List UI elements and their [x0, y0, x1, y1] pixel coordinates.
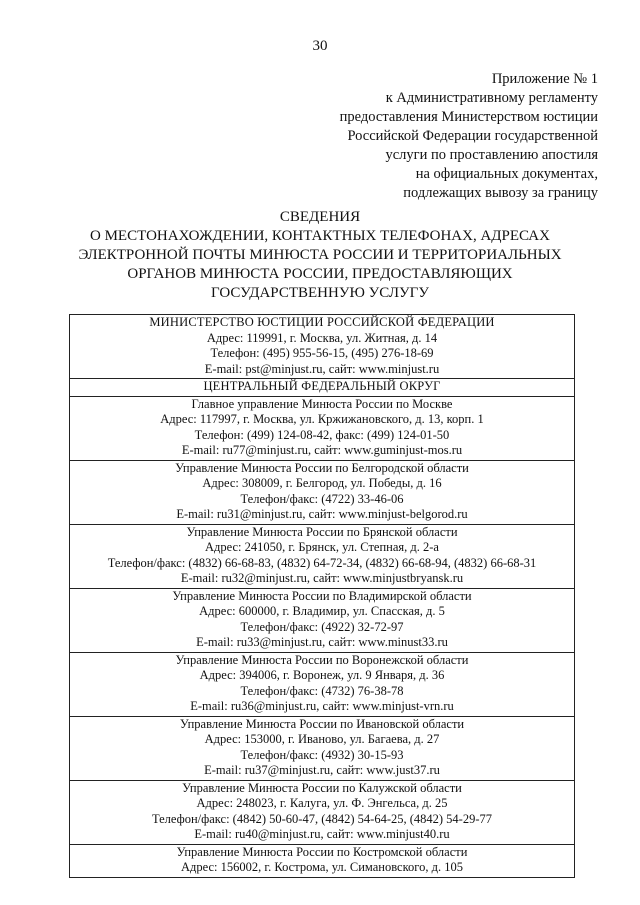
- table-row: [70, 379, 575, 397]
- table-row: [70, 460, 575, 524]
- offices-table: [69, 314, 575, 878]
- office-cell: [70, 780, 575, 844]
- table-row: [70, 652, 575, 716]
- office-address: Адрес: 241050, г. Брянск, ул. Степная, д. 2-а: [205, 540, 439, 554]
- office-address: Адрес: 117997, г. Москва, ул. Кржижановского, д. 13, корп. 1: [160, 412, 484, 426]
- district-cell: [70, 379, 575, 397]
- office-phone: Телефон/факс: (4922) 32-72-97: [240, 619, 404, 634]
- table-row: [70, 315, 575, 379]
- office-phone: Телефон: (499) 124-08-42, факс: (499) 124-01-50: [194, 427, 450, 442]
- heading-line: О МЕСТОНАХОЖДЕНИИ, КОНТАКТНЫХ ТЕЛЕФОНАХ, АДРЕСАХ: [90, 228, 550, 244]
- heading-line: ЭЛЕКТРОННОЙ ПОЧТЫ МИНЮСТА РОССИИ И ТЕРРИТОРИАЛЬНЫХ: [78, 247, 562, 263]
- table-row: [70, 716, 575, 780]
- office-address: Адрес: 600000, г. Владимир, ул. Спасская, д. 5: [199, 604, 445, 618]
- office-name: Управление Минюста России по Брянской области: [186, 524, 458, 539]
- office-name: Главное управление Минюста России по Москве: [191, 396, 453, 411]
- office-name: Управление Минюста России по Костромской области: [176, 844, 468, 859]
- heading-title: СВЕДЕНИЯ: [279, 209, 361, 225]
- district-name: ЦЕНТРАЛЬНЫЙ ФЕДЕРАЛЬНЫЙ ОКРУГ: [203, 379, 441, 393]
- office-cell: [70, 652, 575, 716]
- heading-line: ОРГАНОВ МИНЮСТА РОССИИ, ПРЕДОСТАВЛЯЮЩИХ: [127, 266, 513, 282]
- office-contacts: E-mail: ru33@minjust.ru, сайт: www.minust33.ru: [196, 635, 448, 649]
- office-name: Управление Минюста России по Калужской области: [182, 780, 462, 795]
- table-row: [70, 524, 575, 588]
- appendix-line: услуги по проставлению апостиля: [385, 147, 598, 163]
- appendix-line: Российской Федерации государственной: [347, 128, 598, 144]
- table-row: [70, 396, 575, 460]
- office-cell: [70, 844, 575, 877]
- appendix-block: [268, 70, 598, 203]
- office-address: Адрес: 248023, г. Калуга, ул. Ф. Энгельса, д. 25: [196, 796, 448, 810]
- office-address: Адрес: 308009, г. Белгород, ул. Победы, д. 16: [202, 476, 442, 490]
- office-address: Адрес: 156002, г. Кострома, ул. Симановского, д. 105: [181, 860, 463, 874]
- office-address: Адрес: 394006, г. Воронеж, ул. 9 Января, д. 36: [199, 668, 445, 682]
- page-number: 30: [312, 38, 328, 54]
- ministry-address: Адрес: 119991, г. Москва, ул. Житная, д. 14: [206, 330, 438, 345]
- office-phone: Телефон/факс: (4732) 76-38-78: [240, 683, 404, 698]
- office-name: Управление Минюста России по Белгородской области: [175, 460, 469, 475]
- table-row: [70, 844, 575, 877]
- appendix-line: предоставления Министерством юстиции: [339, 109, 598, 125]
- office-cell: [70, 524, 575, 588]
- office-name: Управление Минюста России по Воронежской области: [175, 652, 469, 667]
- appendix-line: Приложение № 1: [491, 71, 598, 87]
- table-row: [70, 588, 575, 652]
- appendix-line: к Административному регламенту: [385, 90, 598, 106]
- heading-line: ГОСУДАРСТВЕННУЮ УСЛУГУ: [211, 285, 429, 301]
- ministry-name: МИНИСТЕРСТВО ЮСТИЦИИ РОССИЙСКОЙ ФЕДЕРАЦИИ: [149, 315, 495, 329]
- office-name: Управление Минюста России по Ивановской области: [179, 716, 465, 731]
- ministry-phone: Телефон: (495) 955-56-15, (495) 276-18-69: [210, 346, 434, 360]
- office-phone: Телефон/факс: (4722) 33-46-06: [240, 491, 404, 506]
- office-phone: Телефон/факс: (4932) 30-15-93: [240, 747, 404, 762]
- office-cell: [70, 396, 575, 460]
- table-row: [70, 780, 575, 844]
- office-contacts: E-mail: ru37@minjust.ru, сайт: www.just37.ru: [204, 763, 440, 777]
- document-heading: [60, 208, 580, 303]
- appendix-line: на официальных документах,: [415, 166, 598, 182]
- office-cell: [70, 460, 575, 524]
- ministry-contacts: E-mail: pst@minjust.ru, сайт: www.minjust.ru: [204, 361, 440, 376]
- office-cell: [70, 588, 575, 652]
- office-contacts: E-mail: ru40@minjust.ru, сайт: www.minjust40.ru: [194, 827, 450, 841]
- office-name: Управление Минюста России по Владимирской области: [172, 588, 472, 603]
- office-cell: [70, 716, 575, 780]
- office-contacts: E-mail: ru31@minjust.ru, сайт: www.minjust-belgorod.ru: [176, 507, 468, 521]
- office-contacts: E-mail: ru36@minjust.ru, сайт: www.minjust-vrn.ru: [190, 699, 454, 713]
- office-phone: Телефон/факс: (4842) 50-60-47, (4842) 54-64-25, (4842) 54-29-77: [151, 811, 493, 826]
- appendix-line: подлежащих вывозу за границу: [403, 185, 598, 201]
- office-address: Адрес: 153000, г. Иваново, ул. Багаева, д. 27: [204, 732, 440, 746]
- office-contacts: E-mail: ru32@minjust.ru, сайт: www.minjustbryansk.ru: [180, 571, 464, 585]
- office-phone: Телефон/факс: (4832) 66-68-83, (4832) 64-72-34, (4832) 66-68-94, (4832) 66-68-31: [107, 555, 537, 570]
- office-contacts: E-mail: ru77@minjust.ru, сайт: www.guminjust-mos.ru: [181, 443, 463, 457]
- ministry-cell: [70, 315, 575, 379]
